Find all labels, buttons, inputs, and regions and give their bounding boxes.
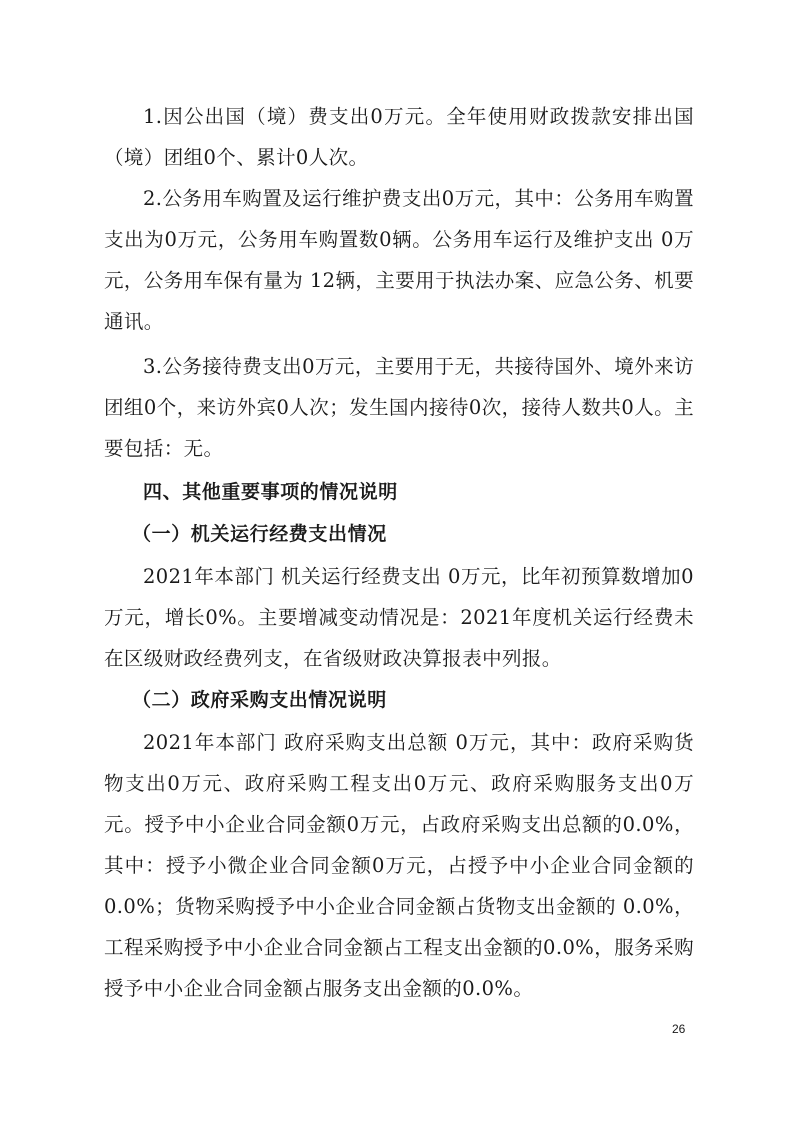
subsection-heading-operating-expenses: （一）机关运行经费支出情况 [132, 523, 387, 545]
paragraph-overseas-travel: 1.因公出国（境）费支出0万元。全年使用财政拨款安排出国（境）团组0个、累计0人次。 [104, 105, 694, 169]
page-number: 26 [672, 1022, 686, 1036]
subsection-heading-government-procurement: （二）政府采购支出情况说明 [132, 689, 387, 711]
section-heading-other-matters: 四、其他重要事项的情况说明 [143, 481, 398, 503]
paragraph-operating-expenses: 2021年本部门 机关运行经费支出 0万元，比年初预算数增加0万元，增长0%。主要增减变动情况是：2021年度机关运行经费未在区级财政经费列支，在省级财政决算报表中列报。 [104, 565, 694, 670]
paragraph-official-vehicles: 2.公务用车购置及运行维护费支出0万元，其中：公务用车购置支出为0万元，公务用车购置数0辆。公务用车运行及维护支出 0万元，公务用车保有量为 12辆，主要用于执法办案、应急公务、机要通讯。 [104, 187, 694, 333]
paragraph-government-procurement: 2021年本部门 政府采购支出总额 0万元，其中：政府采购货物支出0万元、政府采购工程支出0万元、政府采购服务支出0万元。授予中小企业合同金额0万元，占政府采购支出总额的0.0%，其中：授予小微企业合同金额0万元，占授予中小企业合同金额的 0.0%；货物采购授予中小企业合同金额占货物支出金额的 0.0%，工程采购授予中小企业合同金额占工程支出金额的0.0%，服务采购授予中小企业合同金额占服务支出金额的0.0%。 [104, 731, 694, 1000]
paragraph-reception: 3.公务接待费支出0万元，主要用于无，共接待国外、境外来访团组0个，来访外宾0人次；发生国内接待0次，接待人数共0人。主要包括：无。 [104, 355, 694, 460]
